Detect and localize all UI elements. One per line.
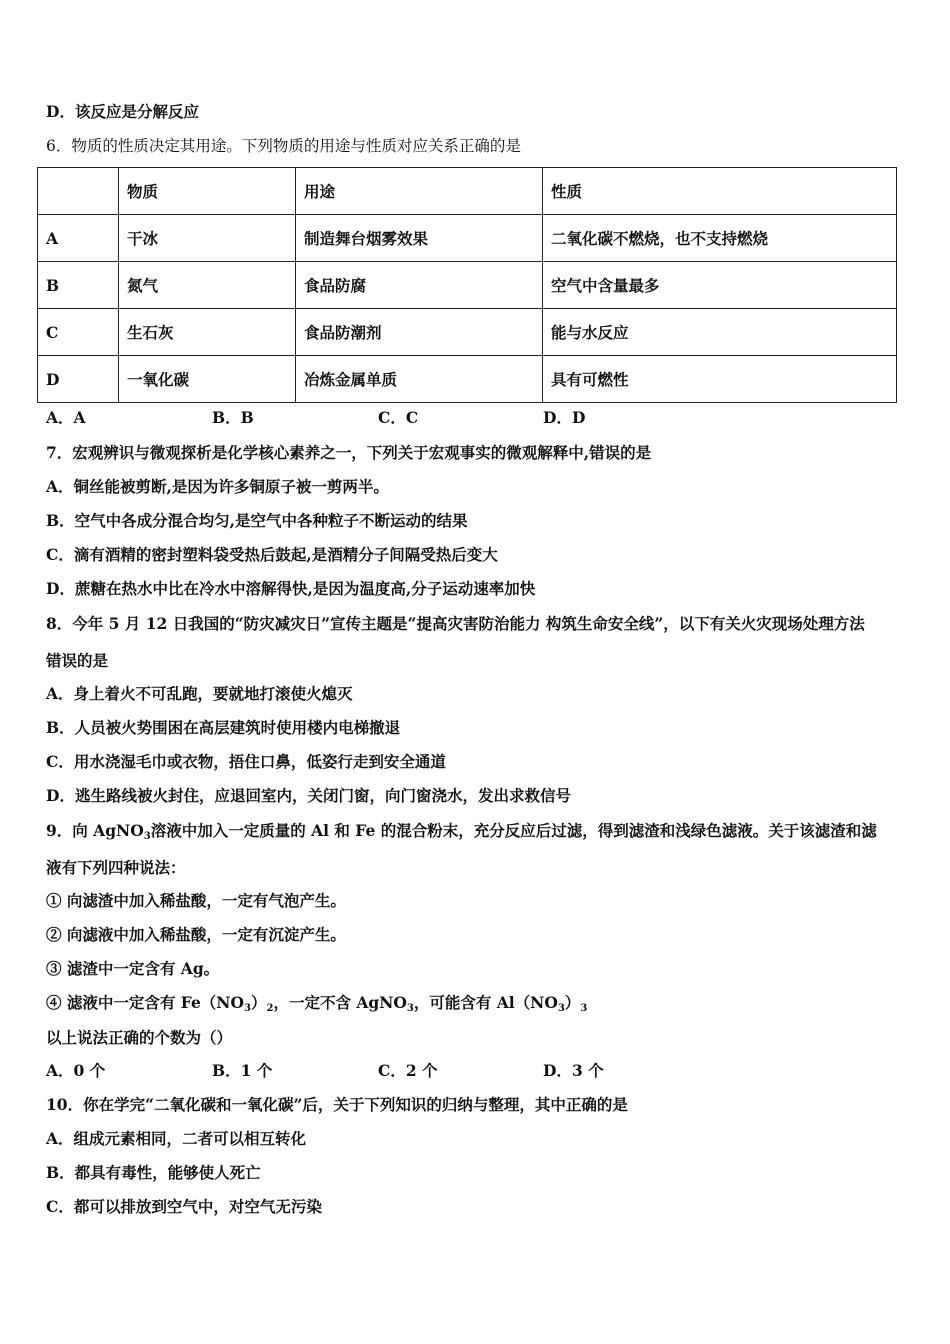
subscript: 3 [143, 831, 151, 842]
table-cell: 氮气 [119, 262, 296, 309]
q7-option-b[interactable]: B．空气中各成分混合均匀,是空气中各种粒子不断运动的结果 [46, 511, 468, 530]
statement-text: ） [564, 993, 581, 1012]
table-cell: 制造舞台烟雾效果 [296, 215, 543, 262]
q9-option-d[interactable]: D．3 个 [543, 1061, 604, 1080]
q10-stem: 10．你在学完“二氧化碳和一氧化碳”后，关于下列知识的归纳与整理，其中正确的是 [46, 1095, 628, 1114]
q9-option-b[interactable]: B．1 个 [212, 1061, 273, 1080]
table-header-cell: 性质 [543, 168, 897, 215]
statement-text: ④ 滤液中一定含有 Fe（NO [46, 993, 244, 1012]
table-row [38, 309, 897, 356]
q6-option-c[interactable]: C．C [378, 408, 419, 427]
table-cell: 生石灰 [119, 309, 296, 356]
subscript: 3 [243, 1003, 251, 1014]
table-header-row [38, 168, 897, 215]
q8-option-a[interactable]: A．身上着火不可乱跑，要就地打滚使火熄灭 [46, 684, 353, 703]
q9-statement-4 [46, 993, 587, 1019]
table-cell: 冶炼金属单质 [296, 356, 543, 403]
statement-text: ） [250, 993, 267, 1012]
statement-text: ，一定不含 AgNO [273, 993, 407, 1012]
q7-option-a[interactable]: A．铜丝能被剪断,是因为许多铜原子被一剪两半。 [46, 477, 389, 496]
q9-statement-1: ① 向滤渣中加入稀盐酸，一定有气泡产生。 [46, 891, 346, 910]
q8-stem-line2: 错误的是 [46, 651, 109, 670]
q7-option-c[interactable]: C．滴有酒精的密封塑料袋受热后鼓起,是酒精分子间隔受热后变大 [46, 545, 498, 564]
table-cell: 食品防潮剂 [296, 309, 543, 356]
subscript: 3 [580, 1003, 588, 1014]
q6-option-d[interactable]: D．D [543, 408, 586, 427]
q9-stem-text: 溶液中加入一定质量的 Al 和 Fe 的混合粉末，充分反应后过滤，得到滤渣和浅绿色滤液。关于该滤渣和滤 [150, 821, 877, 840]
table-row [38, 356, 897, 403]
table-cell: 空气中含量最多 [543, 262, 897, 309]
q8-option-d[interactable]: D．逃生路线被火封住，应退回室内，关闭门窗，向门窗浇水，发出求救信号 [46, 786, 571, 805]
q9-option-a[interactable]: A．0 个 [46, 1061, 106, 1080]
q9-ask: 以上说法正确的个数为（） [46, 1028, 233, 1047]
q10-option-c[interactable]: C．都可以排放到空气中，对空气无污染 [46, 1197, 322, 1216]
q6-option-a[interactable]: A．A [46, 408, 86, 427]
q9-statement-3: ③ 滤渣中一定含有 Ag。 [46, 959, 220, 978]
table-cell: B [38, 262, 119, 309]
q6-option-b[interactable]: B．B [212, 408, 254, 427]
q8-option-b[interactable]: B．人员被火势围困在高层建筑时使用楼内电梯撤退 [46, 718, 401, 737]
subscript: 3 [406, 1003, 414, 1014]
table-cell: D [38, 356, 119, 403]
subscript: 2 [266, 1003, 274, 1014]
table-cell: 一氧化碳 [119, 356, 296, 403]
q7-stem: 7．宏观辨识与微观探析是化学核心素养之一，下列关于宏观事实的微观解释中,错误的是 [46, 443, 652, 462]
table-row [38, 215, 897, 262]
table-header-cell [38, 168, 119, 215]
table-cell: 二氧化碳不燃烧，也不支持燃烧 [543, 215, 897, 262]
table-header-cell: 物质 [119, 168, 296, 215]
table-cell: 具有可燃性 [543, 356, 897, 403]
q9-stem-line1 [46, 821, 877, 847]
table-header-cell: 用途 [296, 168, 543, 215]
table-cell: 干冰 [119, 215, 296, 262]
statement-text: ，可能含有 Al（NO [413, 993, 558, 1012]
q5-option-d: D．该反应是分解反应 [46, 102, 199, 121]
table-cell: C [38, 309, 119, 356]
table-cell: 食品防腐 [296, 262, 543, 309]
q6-stem: 6．物质的性质决定其用途。下列物质的用途与性质对应关系正确的是 [46, 137, 521, 155]
q9-option-c[interactable]: C．2 个 [378, 1061, 438, 1080]
table-row [38, 262, 897, 309]
q7-option-d[interactable]: D．蔗糖在热水中比在冷水中溶解得快,是因为温度高,分子运动速率加快 [46, 579, 536, 598]
q10-option-b[interactable]: B．都具有毒性，能够使人死亡 [46, 1163, 261, 1182]
q9-statement-2: ② 向滤液中加入稀盐酸，一定有沉淀产生。 [46, 925, 346, 944]
q9-stem-text: 9．向 AgNO [46, 821, 144, 840]
q8-stem-line1: 8．今年 5 月 12 日我国的“防灾减灾日”宣传主题是“提高灾害防治能力 构筑生命安全线”，以下有关火灾现场处理方法 [46, 614, 865, 633]
q8-option-c[interactable]: C．用水浇湿毛巾或衣物，捂住口鼻，低姿行走到安全通道 [46, 752, 446, 771]
q10-option-a[interactable]: A．组成元素相同，二者可以相互转化 [46, 1129, 307, 1148]
table-cell: 能与水反应 [543, 309, 897, 356]
q9-stem-line2: 液有下列四种说法： [46, 858, 186, 877]
table-cell: A [38, 215, 119, 262]
q6-table [37, 167, 897, 403]
subscript: 3 [557, 1003, 565, 1014]
